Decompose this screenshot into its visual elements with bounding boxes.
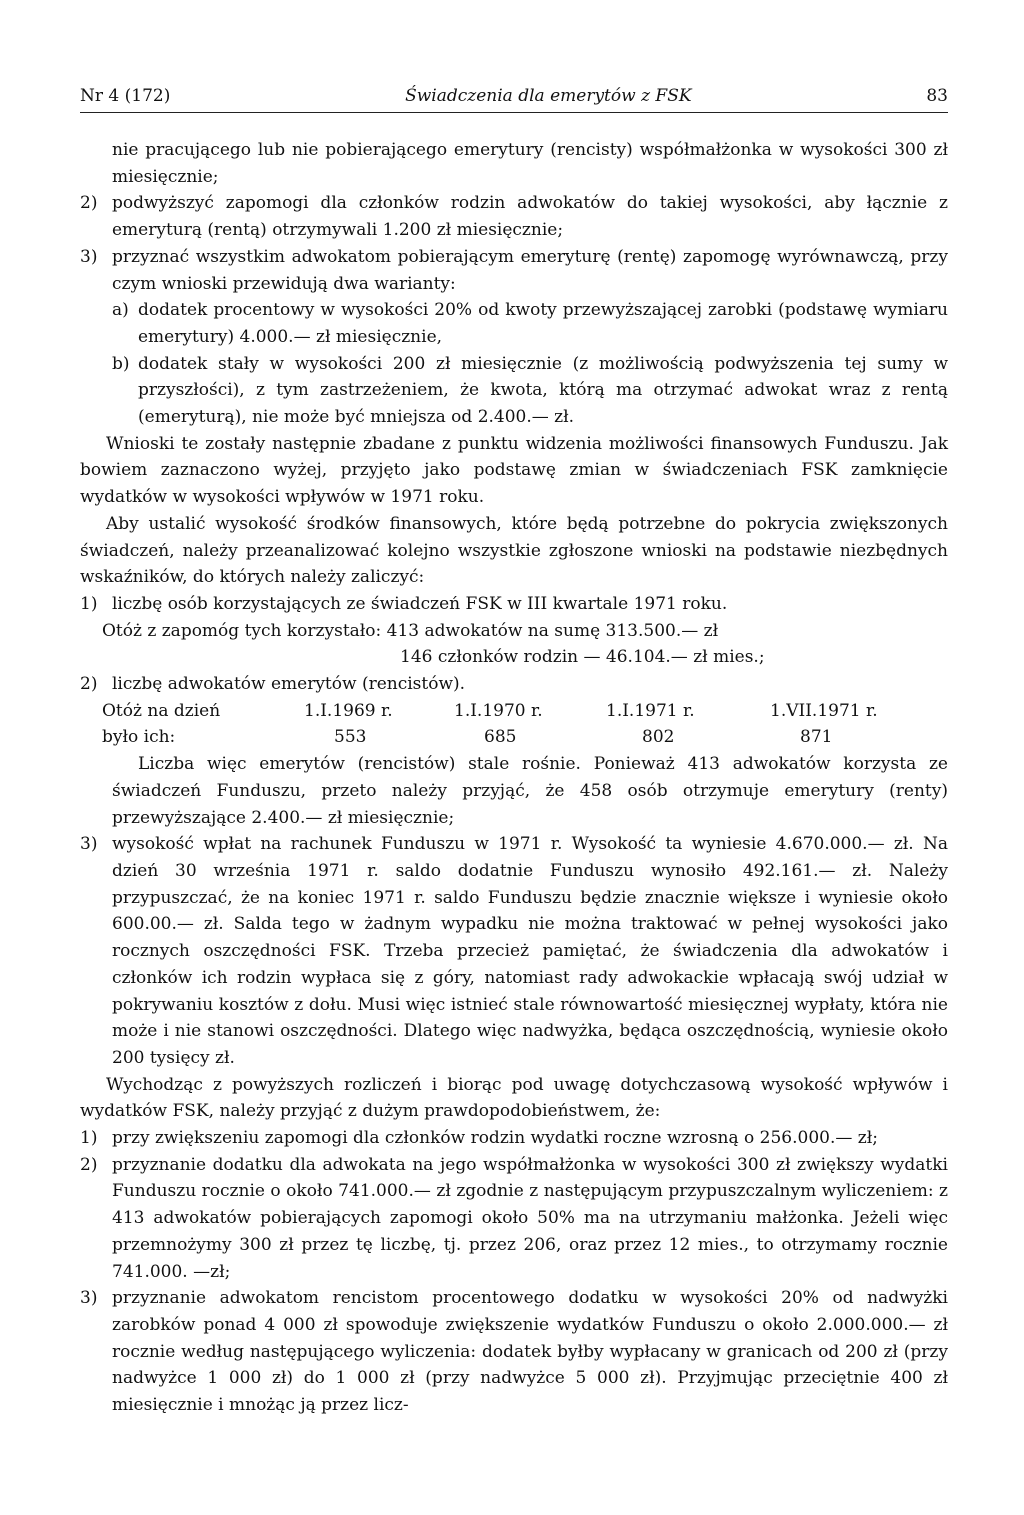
- table-cell: 1.I.1970 r.: [454, 700, 543, 721]
- list-item: [80, 591, 948, 618]
- sub-list-text: dodatek procentowy w wysokości 20% od kwoty przewyższającej zarobki (podstawę wymiaru emerytury) 4.000.— zł miesięcznie,: [138, 300, 948, 347]
- table-row: [80, 698, 948, 725]
- list-number: 3): [80, 1288, 98, 1309]
- paragraph: Wychodząc z powyższych rozliczeń i biorąc pod uwagę dotychczasową wysokość wpływów i wydatków FSK, należy przyjąć z dużym prawdopodobieństwem, że:: [80, 1074, 948, 1122]
- sum-line: 146 członków rodzin — 46.104.— zł mies.;: [400, 647, 765, 668]
- issue-number: Nr 4 (172): [80, 86, 171, 106]
- table-cell: 802: [642, 727, 675, 748]
- document-body: [80, 137, 948, 1419]
- list-item-text: wysokość wpłat na rachunek Funduszu w 1971 r. Wysokość ta wyniesie 4.670.000.— zł. Na dzień 30 września 1971 r. saldo dodatnie Funduszu wynosiło 492.161.— zł. Należy przypuszczać, że na koniec 1971 r. saldo Funduszu będzie znacznie większe i wyniesie około 600.00.— zł. Salda tego w żadnym wypadku nie można traktować w pełnej wysokości jako rocznych oszczędności FSK. Trzeba przecież pamiętać, że świadczenia dla adwokatów i członków ich rodzin wypłaca się z góry, natomiast rady adwokackie wpłacają swój udział w pokrywaniu kosztów z dołu. Musi więc istnieć stale równowartość miesięcznej wypłaty, która nie może i nie stanowi oszczędności. Dlatego więc nadwyżka, będąca oszczędnością, wyniesie około 200 tysięcy zł.: [112, 834, 948, 1068]
- document-page: [80, 86, 948, 1419]
- page-number: 83: [926, 86, 948, 106]
- list-item-text: przyznać wszystkim adwokatom pobierającym emeryturę (rentę) zapomogę wyrównawczą, przy czym wnioski przewidują dwa warianty:: [112, 246, 948, 294]
- table-row-label: Otóż na dzień: [102, 700, 221, 721]
- table-cell: 553: [334, 727, 367, 748]
- list-item: [80, 1125, 948, 1152]
- list-item: [80, 244, 948, 297]
- sub-list-label: b): [112, 353, 130, 374]
- paragraph: Liczba więc emerytów (rencistów) stale rośnie. Ponieważ 413 adwokatów korzysta ze świadczeń Funduszu, przeto należy przyjąć, że 458 osób otrzymuje emerytury (renty) przewyższające 2.400.— zł miesięcznie;: [112, 754, 948, 828]
- paragraph: Wnioski te zostały następnie zbadane z punktu widzenia możliwości finansowych Funduszu. Jak bowiem zaznaczono wyżej, przyjęto jako podstawę zmian w świadczeniach FSK zamknięcie wydatków w wysokości wpływów w 1971 roku.: [80, 433, 948, 508]
- list-number: 2): [80, 193, 98, 214]
- sum-line: Otóż z zapomóg tych korzystało: 413 adwokatów na sumę 313.500.— zł: [102, 620, 719, 641]
- paragraph-continuation: nie pracującego lub nie pobierającego emerytury (rencisty) współmałżonka w wysokości 300 zł miesięcznie;: [112, 140, 948, 187]
- sub-list-item: [80, 297, 948, 350]
- running-title: Świadczenia dla emerytów z FSK: [405, 86, 692, 106]
- list-item: [80, 190, 948, 243]
- list-number: 1): [80, 593, 98, 614]
- table-cell: 871: [800, 727, 833, 748]
- list-item-text: przyznanie dodatku dla adwokata na jego współmałżonka w wysokości 300 zł zwiększy wydatki Funduszu rocznie o około 741.000.— zł zgodnie z następującym przypuszczalnym wyliczeniem: z 413 adwokatów pobierających zapomogi około 50% ma na utrzymaniu małżonka. Jeżeli więc przemnożymy 300 zł przez tę liczbę, tj. przez 206, oraz przez 12 mies., to otrzymamy rocznie 741.000. —zł;: [112, 1154, 948, 1282]
- table-row-label: było ich:: [102, 727, 176, 748]
- list-number: 2): [80, 1154, 98, 1175]
- running-header: [80, 86, 948, 113]
- list-item-text: liczbę adwokatów emerytów (rencistów).: [112, 674, 466, 695]
- list-number: 2): [80, 674, 98, 695]
- paragraph: Aby ustalić wysokość środków finansowych, które będą potrzebne do pokrycia zwiększonych świadczeń, należy przeanalizować kolejno wszystkie zgłoszone wnioski na podstawie niezbędnych wskaźników, do których należy zaliczyć:: [80, 513, 948, 588]
- table-cell: 1.VII.1971 r.: [770, 700, 878, 721]
- sub-list-item: [80, 351, 948, 431]
- table-cell: 1.I.1971 r.: [606, 700, 695, 721]
- list-item: [80, 1152, 948, 1286]
- table-row: [80, 724, 948, 751]
- table-cell: 685: [484, 727, 517, 748]
- sub-list-label: a): [112, 300, 129, 321]
- list-item-text: przy zwiększeniu zapomogi dla członków rodzin wydatki roczne wzrosną o 256.000.— zł;: [112, 1128, 878, 1149]
- list-number: 3): [80, 246, 98, 267]
- list-item: [80, 1285, 948, 1419]
- list-number: 3): [80, 834, 98, 855]
- list-item-text: przyznanie adwokatom rencistom procentowego dodatku w wysokości 20% od nadwyżki zarobków ponad 4 000 zł spowoduje zwiększenie wydatków Funduszu o około 2.000.000.— zł rocznie według następującego wyliczenia: dodatek byłby wypłacany w granicach od 200 zł (przy nadwyżce 1 000 zł) do 1 000 zł (przy nadwyżce 5 000 zł). Przyjmując przeciętnie 400 zł miesięcznie i mnożąc ją przez licz-: [112, 1288, 948, 1416]
- table-cell: 1.I.1969 r.: [304, 700, 393, 721]
- list-number: 1): [80, 1128, 98, 1149]
- list-item: [80, 671, 948, 698]
- list-item: [80, 831, 948, 1071]
- list-item-text: liczbę osób korzystających ze świadczeń FSK w III kwartale 1971 roku.: [112, 593, 728, 614]
- sub-list-text: dodatek stały w wysokości 200 zł miesięcznie (z możliwością podwyższenia tej sumy w przyszłości), z tym zastrzeżeniem, że kwota, którą ma otrzymać adwokat wraz z rentą (emeryturą), nie może być mniejsza od 2.400.— zł.: [138, 353, 948, 428]
- list-item-text: podwyższyć zapomogi dla członków rodzin adwokatów do takiej wysokości, aby łącznie z emeryturą (rentą) otrzymywali 1.200 zł miesięcznie;: [112, 193, 948, 241]
